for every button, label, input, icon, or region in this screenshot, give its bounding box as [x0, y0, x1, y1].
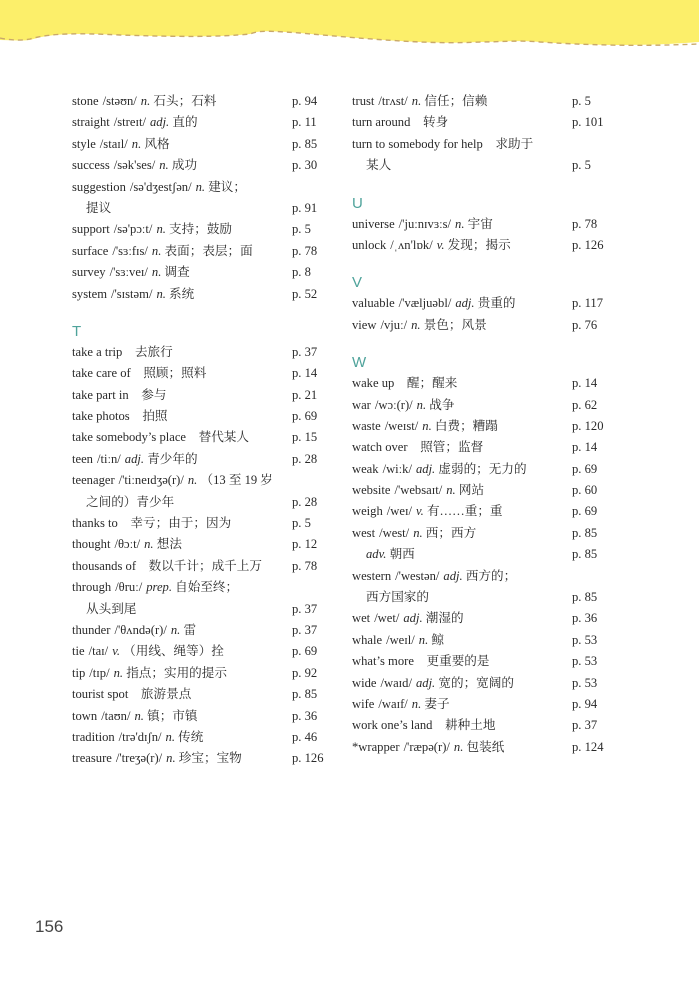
- index-entry: [352, 694, 614, 715]
- index-entry: [352, 134, 614, 155]
- index-entry: [72, 449, 334, 470]
- entry-page: p. 92: [292, 665, 318, 680]
- entry-page: p. 37: [572, 718, 598, 733]
- entry-part-of-speech: n.: [411, 317, 421, 332]
- entry-page: p. 101: [572, 115, 604, 130]
- section-letter: W: [352, 354, 367, 372]
- entry-part-of-speech: v.: [415, 504, 424, 519]
- entry-definition: 珍宝；宝物: [178, 751, 242, 766]
- index-entry: [352, 315, 614, 336]
- entry-word: *wrapper: [352, 739, 400, 754]
- entry-definition-continued: 西方国家的: [366, 590, 429, 605]
- entry-part-of-speech: adj.: [415, 675, 436, 690]
- entry-definition: 石头；石料: [153, 94, 217, 108]
- entry-part-of-speech: n.: [455, 216, 465, 231]
- entry-word: wide: [352, 675, 377, 690]
- entry-definition: 旅游景点: [140, 687, 192, 702]
- index-entry: [352, 566, 614, 587]
- entry-definition: 替代某人: [198, 430, 249, 445]
- entry-definition: （用线、绳等）拴: [123, 644, 224, 659]
- index-entry: [72, 385, 334, 406]
- entry-definition: 包装纸: [466, 739, 505, 754]
- entry-page: p. 62: [572, 397, 598, 412]
- entry-word: tourist spot: [72, 687, 129, 702]
- entry-definition: 潮湿的: [425, 611, 464, 626]
- entry-pronunciation: /'juːnɪvɜːs/: [398, 216, 452, 231]
- entry-page: p. 5: [572, 158, 591, 173]
- entry-word: surface: [72, 243, 109, 258]
- entry-pronunciation: /waɪd/: [380, 675, 412, 690]
- entry-page: p. 36: [572, 611, 598, 626]
- entry-definition: 宇宙: [467, 216, 493, 231]
- entry-page: p. 126: [292, 751, 324, 766]
- entry-word: weigh: [352, 504, 383, 519]
- entry-definition: 鲸: [431, 632, 444, 647]
- index-entry: [352, 416, 614, 437]
- entry-word: thunder: [72, 622, 111, 637]
- entry-definition: 风格: [144, 136, 170, 151]
- entry-page: p. 14: [572, 440, 598, 455]
- entry-word: wake up: [352, 376, 395, 391]
- entry-page: p. 28: [292, 451, 318, 466]
- index-entry: [72, 219, 334, 240]
- entry-part-of-speech: n.: [156, 222, 166, 237]
- index-entry: [352, 630, 614, 651]
- entry-part-of-speech: prep.: [146, 580, 172, 595]
- index-entry: [352, 214, 614, 235]
- entry-word: take part in: [72, 387, 129, 402]
- entry-page: p. 94: [572, 696, 598, 711]
- index-entry: [72, 534, 334, 555]
- entry-page: p. 69: [292, 409, 318, 424]
- page-number: 156: [35, 917, 64, 936]
- entry-word: what’s more: [352, 654, 414, 669]
- index-entry-continuation: [352, 587, 614, 608]
- entry-definition: 想法: [156, 537, 182, 552]
- index-entry: [352, 293, 614, 314]
- entry-page: p. 30: [292, 158, 318, 173]
- entry-pronunciation: /trʌst/: [378, 94, 408, 108]
- entry-pronunciation: /'sɜːfɪs/: [112, 243, 148, 258]
- entry-word: turn around: [352, 115, 411, 130]
- entry-word: through: [72, 580, 112, 595]
- entry-part-of-speech: n.: [113, 665, 124, 680]
- index-entry: [72, 663, 334, 684]
- entry-definition: 拍照: [142, 409, 168, 424]
- entry-page: p. 85: [572, 547, 598, 562]
- entry-part-of-speech: adv.: [366, 547, 387, 562]
- entry-pronunciation: /'websaɪt/: [394, 483, 443, 498]
- entry-page: p. 69: [292, 644, 318, 659]
- entry-word: survey: [72, 265, 106, 280]
- entry-part-of-speech: n.: [151, 265, 162, 280]
- entry-definition: 醒；醒来: [406, 376, 458, 391]
- index-column-right: [352, 91, 614, 758]
- entry-pronunciation: /wiːk/: [382, 461, 412, 476]
- entry-part-of-speech: n.: [413, 525, 423, 540]
- entry-word: wet: [352, 611, 371, 626]
- entry-word: take a trip: [72, 344, 123, 359]
- entry-pronunciation: /'ræpə(r)/: [403, 739, 450, 754]
- index-entry: [352, 373, 614, 394]
- entry-definition: （13 至 19 岁: [200, 473, 273, 488]
- entry-page: p. 21: [292, 387, 318, 402]
- index-entry: [352, 112, 614, 133]
- entry-definition: 指点；实用的提示: [126, 665, 227, 680]
- entry-page: p. 5: [292, 222, 311, 237]
- entry-definition: 青少年的: [147, 451, 198, 466]
- entry-part-of-speech: n.: [166, 751, 176, 766]
- entry-pronunciation: /tɪp/: [89, 665, 110, 680]
- entry-page: p. 14: [572, 376, 598, 391]
- index-entry: [72, 241, 334, 262]
- entry-part-of-speech: v.: [436, 237, 445, 252]
- entry-definition: 西；西方: [425, 525, 477, 540]
- entry-word: stone: [72, 94, 99, 108]
- entry-word: thanks to: [72, 516, 118, 531]
- entry-part-of-speech: adj.: [443, 568, 463, 583]
- entry-pronunciation: /weɪl/: [386, 632, 415, 647]
- index-entry: [352, 737, 614, 758]
- entry-definition: 战争: [429, 397, 455, 412]
- entry-definition: 系统: [169, 286, 195, 301]
- entry-word: town: [72, 708, 98, 723]
- entry-word: turn to somebody for help: [352, 136, 483, 151]
- entry-pronunciation: /'treʒə(r)/: [115, 751, 163, 766]
- entry-word: treasure: [72, 751, 112, 766]
- entry-page: p. 53: [572, 632, 598, 647]
- entry-page: p. 46: [292, 729, 318, 744]
- index-entry: [352, 459, 614, 480]
- entry-pronunciation: /'væljuəbl/: [398, 296, 452, 311]
- entry-definition: 照管；监督: [420, 440, 484, 455]
- entry-page: p. 53: [572, 654, 598, 669]
- entry-pronunciation: /wɔː(r)/: [374, 397, 413, 412]
- entry-word: tradition: [72, 729, 115, 744]
- index-entry: [352, 608, 614, 629]
- entry-part-of-speech: n.: [422, 418, 432, 433]
- entry-page: p. 78: [572, 216, 598, 231]
- index-entry: [72, 427, 334, 448]
- entry-part-of-speech: n.: [187, 473, 198, 488]
- entry-page: p. 52: [292, 286, 318, 301]
- index-entry: [72, 470, 334, 491]
- entry-word: style: [72, 136, 96, 151]
- entry-definition-continued: 朝西: [389, 547, 415, 562]
- entry-definition: 自始至终；: [175, 580, 239, 595]
- index-entry: [352, 437, 614, 458]
- entry-definition: 景色；风景: [423, 317, 487, 332]
- index-entry: [352, 501, 614, 522]
- entry-page: p. 85: [572, 525, 598, 540]
- entry-part-of-speech: n.: [195, 179, 206, 194]
- entry-part-of-speech: n.: [151, 243, 162, 258]
- entry-definition: 耕种土地: [445, 718, 496, 733]
- entry-page: p. 36: [292, 708, 318, 723]
- entry-word: weak: [352, 461, 379, 476]
- entry-part-of-speech: n.: [131, 136, 142, 151]
- entry-part-of-speech: n.: [446, 483, 456, 498]
- entry-word: take photos: [72, 409, 130, 424]
- entry-definition: 求助于: [495, 136, 534, 151]
- entry-definition: 白费；糟蹋: [434, 418, 498, 433]
- index-entry: [72, 748, 334, 769]
- entry-definition: 支持；鼓励: [169, 222, 233, 237]
- index-entry: [72, 134, 334, 155]
- entry-word: thousands of: [72, 558, 137, 573]
- entry-pronunciation: /'θʌndə(r)/: [114, 622, 167, 637]
- entry-definition: 宽的；宽阔的: [438, 675, 514, 690]
- entry-pronunciation: /ˌʌn'lɒk/: [390, 237, 433, 252]
- section-letter: V: [352, 274, 363, 292]
- entry-pronunciation: /wet/: [374, 611, 400, 626]
- entry-word: war: [352, 397, 371, 412]
- entry-page: p. 85: [572, 590, 598, 605]
- entry-page: p. 69: [572, 504, 598, 519]
- entry-pronunciation: /west/: [379, 525, 410, 540]
- index-entry: [352, 480, 614, 501]
- index-entry: [72, 641, 334, 662]
- entry-definition: 表面；表层；面: [164, 243, 253, 258]
- index-entry-continuation: [72, 492, 334, 513]
- entry-pronunciation: /sə'dʒestʃən/: [129, 179, 192, 194]
- entry-page: p. 76: [572, 317, 598, 332]
- index-entry: [72, 706, 334, 727]
- entry-word: west: [352, 525, 376, 540]
- index-entry: [72, 684, 334, 705]
- entry-pronunciation: /sə'pɔːt/: [113, 222, 153, 237]
- index-entry: [72, 727, 334, 748]
- index-entry: [72, 284, 334, 305]
- entry-page: p. 85: [292, 136, 318, 151]
- entry-pronunciation: /taʊn/: [101, 708, 131, 723]
- entry-page: p. 15: [292, 430, 318, 445]
- entry-pronunciation: /tiːn/: [96, 451, 121, 466]
- entry-definition: 幸亏；由于；因为: [130, 516, 232, 531]
- entry-word: support: [72, 222, 110, 237]
- entry-part-of-speech: adj.: [124, 451, 145, 466]
- entry-part-of-speech: n.: [170, 622, 181, 637]
- entry-part-of-speech: n.: [411, 94, 422, 108]
- entry-page: p. 60: [572, 483, 598, 498]
- entry-word: watch over: [352, 440, 408, 455]
- entry-part-of-speech: n.: [159, 158, 169, 173]
- entry-part-of-speech: adj.: [149, 115, 170, 130]
- entry-definition-continued: 从头到尾: [86, 601, 137, 616]
- entry-word: take care of: [72, 366, 131, 381]
- entry-pronunciation: /vjuː/: [380, 317, 408, 332]
- entry-word: suggestion: [72, 179, 126, 194]
- index-entry: [72, 513, 334, 534]
- entry-part-of-speech: n.: [140, 94, 151, 108]
- entry-definition: 建议；: [208, 179, 246, 194]
- entry-part-of-speech: n.: [411, 696, 422, 711]
- index-entry: [72, 577, 334, 598]
- index-entry: [352, 523, 614, 544]
- entry-word: work one’s land: [352, 718, 433, 733]
- index-entry-continuation: [72, 198, 334, 219]
- entry-definition: 成功: [171, 158, 198, 173]
- entry-page: p. 37: [292, 344, 318, 359]
- entry-definition: 去旅行: [134, 344, 173, 359]
- entry-pronunciation: /weɪst/: [384, 418, 419, 433]
- entry-page: p. 37: [292, 622, 318, 637]
- index-entry: [72, 177, 334, 198]
- entry-page: p. 5: [292, 516, 311, 531]
- entry-word: success: [72, 158, 110, 173]
- index-entry: [352, 715, 614, 736]
- index-entry-continuation: [72, 599, 334, 620]
- entry-part-of-speech: n.: [134, 708, 144, 723]
- index-entry: [352, 673, 614, 694]
- entry-definition: 西方的；: [465, 568, 517, 583]
- entry-page: p. 5: [572, 94, 591, 108]
- entry-page: p. 12: [292, 537, 318, 552]
- entry-word: western: [352, 568, 392, 583]
- entry-page: p. 78: [292, 243, 318, 258]
- entry-pronunciation: /'westən/: [395, 568, 440, 583]
- index-entry: [72, 363, 334, 384]
- entry-pronunciation: /streɪt/: [113, 115, 146, 130]
- entry-page: p. 126: [572, 237, 604, 252]
- entry-word: system: [72, 286, 107, 301]
- entry-pronunciation: /taɪ/: [88, 644, 109, 659]
- entry-part-of-speech: v.: [112, 644, 120, 659]
- entry-pronunciation: /'tiːneɪdʒə(r)/: [118, 473, 184, 488]
- index-entry: [72, 91, 334, 112]
- entry-part-of-speech: n.: [144, 537, 154, 552]
- section-letter: T: [72, 322, 82, 340]
- entry-pronunciation: /staɪl/: [99, 136, 128, 151]
- entry-word: view: [352, 317, 377, 332]
- entry-part-of-speech: n.: [156, 286, 166, 301]
- index-entry: [72, 342, 334, 363]
- index-entry-continuation: [352, 155, 614, 176]
- index-entry: [352, 395, 614, 416]
- entry-pronunciation: /stəʊn/: [102, 94, 137, 108]
- entry-definition: 数以千计；成千上万: [148, 558, 262, 573]
- index-entry-continuation: [352, 544, 614, 565]
- top-banner: [0, 0, 699, 60]
- index-entry: [72, 112, 334, 133]
- entry-word: unlock: [352, 237, 387, 252]
- entry-part-of-speech: n.: [453, 739, 464, 754]
- entry-definition-continued: 之间的）青少年: [86, 494, 175, 509]
- entry-definition: 信任；信赖: [424, 94, 488, 108]
- entry-page: p. 53: [572, 675, 598, 690]
- entry-word: website: [352, 483, 391, 498]
- entry-word: universe: [352, 216, 395, 231]
- entry-word: whale: [352, 632, 383, 647]
- entry-definition: 妻子: [424, 696, 450, 711]
- entry-definition: 转身: [423, 115, 449, 130]
- entry-definition: 网站: [458, 483, 485, 498]
- entry-part-of-speech: adj.: [455, 296, 475, 311]
- entry-definition-continued: 某人: [366, 158, 392, 173]
- entry-word: thought: [72, 537, 111, 552]
- index-entry: [352, 235, 614, 256]
- entry-word: teenager: [72, 473, 115, 488]
- entry-definition-continued: 提议: [86, 200, 112, 215]
- index-entry: [72, 262, 334, 283]
- entry-definition: 参与: [141, 387, 167, 402]
- entry-word: tip: [72, 665, 86, 680]
- index-entry: [72, 155, 334, 176]
- entry-page: p. 94: [292, 94, 318, 108]
- entry-definition: 贵重的: [477, 296, 516, 311]
- entry-page: p. 78: [292, 558, 318, 573]
- entry-page: p. 120: [572, 418, 604, 433]
- entry-definition: 直的: [172, 115, 198, 130]
- entry-definition: 传统: [178, 729, 204, 744]
- entry-definition: 更重要的是: [426, 654, 490, 669]
- entry-pronunciation: /waɪf/: [378, 696, 408, 711]
- entry-page: p. 124: [572, 739, 604, 754]
- entry-word: straight: [72, 115, 110, 130]
- entry-part-of-speech: adj.: [403, 611, 423, 626]
- entry-page: p. 91: [292, 200, 318, 215]
- section-letter: U: [352, 194, 363, 212]
- entry-definition: 虚弱的；无力的: [438, 461, 527, 476]
- index-entry: [72, 620, 334, 641]
- entry-definition: 发现；揭示: [447, 237, 511, 252]
- entry-definition: 雷: [183, 622, 197, 637]
- entry-word: tie: [72, 644, 85, 659]
- entry-part-of-speech: n.: [418, 632, 429, 647]
- entry-definition: 镇；市镇: [147, 708, 198, 723]
- entry-word: waste: [352, 418, 381, 433]
- entry-pronunciation: /trə'dɪʃn/: [118, 729, 162, 744]
- entry-part-of-speech: n.: [416, 397, 427, 412]
- entry-page: p. 85: [292, 687, 318, 702]
- index-column-left: [72, 91, 334, 770]
- index-entry: [352, 651, 614, 672]
- entry-word: valuable: [352, 296, 395, 311]
- entry-pronunciation: /θruː/: [115, 580, 143, 595]
- entry-part-of-speech: n.: [165, 729, 175, 744]
- entry-page: p. 28: [292, 494, 318, 509]
- entry-word: take somebody’s place: [72, 430, 187, 445]
- entry-pronunciation: /weɪ/: [386, 504, 412, 519]
- entry-page: p. 11: [292, 115, 317, 130]
- entry-pronunciation: /'sɪstəm/: [110, 286, 153, 301]
- entry-page: p. 14: [292, 366, 318, 381]
- entry-page: p. 37: [292, 601, 318, 616]
- index-entry: [352, 91, 614, 112]
- entry-part-of-speech: adj.: [415, 461, 436, 476]
- entry-definition: 调查: [164, 265, 190, 280]
- entry-definition: 照顾；照料: [143, 366, 207, 381]
- entry-definition: 有……重；重: [426, 504, 503, 519]
- entry-word: trust: [352, 94, 375, 108]
- entry-page: p. 8: [292, 265, 311, 280]
- entry-page: p. 69: [572, 461, 598, 476]
- entry-pronunciation: /θɔːt/: [114, 537, 141, 552]
- entry-word: teen: [72, 451, 93, 466]
- entry-pronunciation: /'sɜːveɪ/: [109, 265, 148, 280]
- index-entry: [72, 406, 334, 427]
- entry-pronunciation: /sək'ses/: [113, 158, 156, 173]
- index-entry: [72, 556, 334, 577]
- entry-word: wife: [352, 696, 375, 711]
- entry-page: p. 117: [572, 296, 604, 311]
